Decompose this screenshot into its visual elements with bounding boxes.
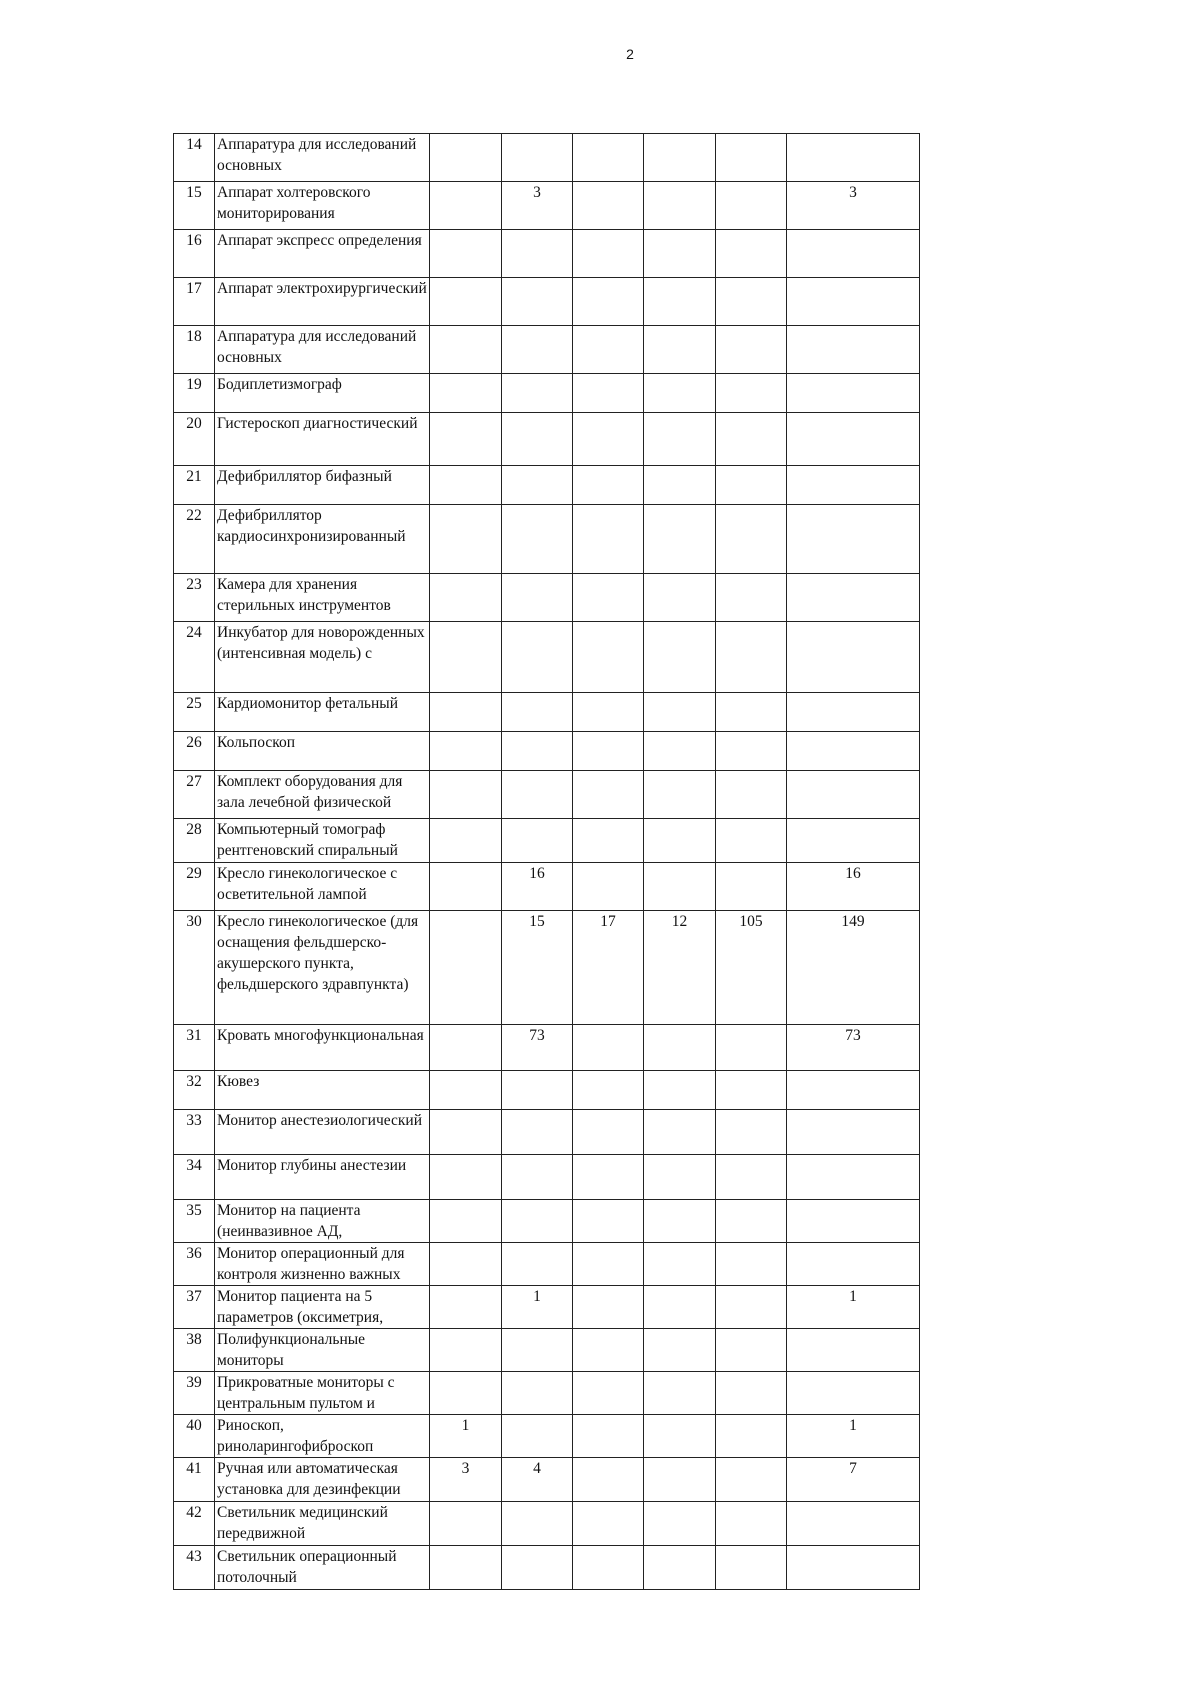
col-2-value — [502, 1155, 573, 1200]
total-value: 3 — [787, 182, 920, 230]
col-5-value — [716, 1546, 787, 1590]
equipment-name: Кресло гинекологическое (для оснащения фельдшерско-акушерского пункта, фельдшерского здравпункта) — [215, 911, 430, 1025]
total-value — [787, 230, 920, 278]
equipment-name: Камера для хранения стерильных инструментов — [215, 574, 430, 622]
total-value — [787, 1502, 920, 1546]
col-1-value — [430, 1200, 502, 1243]
col-2-value — [502, 1329, 573, 1372]
row-number: 22 — [174, 505, 215, 574]
col-3-value — [573, 1243, 644, 1286]
col-4-value — [644, 466, 716, 505]
col-5-value — [716, 413, 787, 466]
total-value — [787, 1372, 920, 1415]
equipment-name: Комплект оборудования для зала лечебной физической — [215, 771, 430, 819]
col-2-value — [502, 819, 573, 863]
col-4-value — [644, 1071, 716, 1110]
col-4-value — [644, 505, 716, 574]
col-3-value — [573, 1458, 644, 1502]
col-5-value — [716, 1329, 787, 1372]
col-5-value — [716, 1415, 787, 1458]
col-2-value: 4 — [502, 1458, 573, 1502]
equipment-name: Компьютерный томограф рентгеновский спиральный — [215, 819, 430, 863]
col-3-value — [573, 413, 644, 466]
equipment-name: Дефибриллятор кардиосинхронизированный — [215, 505, 430, 574]
col-1-value — [430, 622, 502, 693]
table-row — [174, 1546, 920, 1590]
col-1-value — [430, 1546, 502, 1590]
total-value — [787, 1155, 920, 1200]
equipment-name: Аппарат электрохирургический — [215, 278, 430, 326]
row-number: 25 — [174, 693, 215, 732]
total-value — [787, 1329, 920, 1372]
col-3-value — [573, 1200, 644, 1243]
table-row — [174, 1200, 920, 1243]
table-row — [174, 1286, 920, 1329]
col-3-value — [573, 574, 644, 622]
row-number: 37 — [174, 1286, 215, 1329]
col-3-value — [573, 1155, 644, 1200]
col-1-value — [430, 1110, 502, 1155]
total-value — [787, 732, 920, 771]
col-3-value — [573, 1546, 644, 1590]
col-3-value — [573, 1286, 644, 1329]
col-1-value — [430, 374, 502, 413]
row-number: 32 — [174, 1071, 215, 1110]
col-1-value — [430, 1286, 502, 1329]
col-5-value — [716, 1243, 787, 1286]
col-2-value — [502, 466, 573, 505]
col-1-value: 1 — [430, 1415, 502, 1458]
col-5-value: 105 — [716, 911, 787, 1025]
table-row — [174, 574, 920, 622]
col-5-value — [716, 1372, 787, 1415]
col-5-value — [716, 863, 787, 911]
total-value — [787, 413, 920, 466]
col-2-value: 1 — [502, 1286, 573, 1329]
col-1-value — [430, 1071, 502, 1110]
table-row — [174, 622, 920, 693]
col-4-value — [644, 134, 716, 182]
total-value: 7 — [787, 1458, 920, 1502]
col-3-value — [573, 1372, 644, 1415]
equipment-name: Прикроватные мониторы с центральным пультом и — [215, 1372, 430, 1415]
col-2-value — [502, 1502, 573, 1546]
table-row — [174, 1025, 920, 1071]
table-row — [174, 1458, 920, 1502]
col-2-value: 3 — [502, 182, 573, 230]
col-4-value — [644, 1502, 716, 1546]
total-value — [787, 1071, 920, 1110]
equipment-name: Аппарат холтеровского мониторирования — [215, 182, 430, 230]
col-5-value — [716, 1025, 787, 1071]
col-3-value — [573, 1415, 644, 1458]
total-value — [787, 134, 920, 182]
row-number: 20 — [174, 413, 215, 466]
table-row — [174, 1415, 920, 1458]
col-5-value — [716, 1200, 787, 1243]
col-5-value — [716, 1071, 787, 1110]
col-4-value — [644, 1155, 716, 1200]
col-2-value — [502, 693, 573, 732]
col-5-value — [716, 1155, 787, 1200]
col-1-value — [430, 819, 502, 863]
col-3-value — [573, 278, 644, 326]
table-row — [174, 732, 920, 771]
col-4-value — [644, 326, 716, 374]
col-2-value — [502, 574, 573, 622]
col-3-value — [573, 1110, 644, 1155]
row-number: 15 — [174, 182, 215, 230]
col-1-value — [430, 693, 502, 732]
total-value: 1 — [787, 1286, 920, 1329]
page-number: 2 — [626, 46, 634, 62]
col-4-value — [644, 771, 716, 819]
row-number: 38 — [174, 1329, 215, 1372]
table-row — [174, 819, 920, 863]
total-value: 16 — [787, 863, 920, 911]
col-2-value — [502, 1071, 573, 1110]
equipment-name: Светильник операционный потолочный — [215, 1546, 430, 1590]
col-1-value: 3 — [430, 1458, 502, 1502]
equipment-name: Монитор операционный для контроля жизненно важных — [215, 1243, 430, 1286]
col-5-value — [716, 574, 787, 622]
total-value — [787, 374, 920, 413]
total-value — [787, 622, 920, 693]
col-4-value — [644, 230, 716, 278]
col-2-value — [502, 326, 573, 374]
col-5-value — [716, 693, 787, 732]
equipment-name: Монитор пациента на 5 параметров (оксиметрия, — [215, 1286, 430, 1329]
col-4-value — [644, 278, 716, 326]
col-1-value — [430, 911, 502, 1025]
col-4-value — [644, 1200, 716, 1243]
col-2-value — [502, 278, 573, 326]
col-5-value — [716, 1286, 787, 1329]
col-3-value — [573, 771, 644, 819]
table-row — [174, 182, 920, 230]
row-number: 43 — [174, 1546, 215, 1590]
col-4-value — [644, 732, 716, 771]
equipment-name: Инкубатор для новорожденных (интенсивная модель) с — [215, 622, 430, 693]
total-value — [787, 819, 920, 863]
row-number: 28 — [174, 819, 215, 863]
col-4-value — [644, 1025, 716, 1071]
equipment-name: Полифункциональные мониторы — [215, 1329, 430, 1372]
total-value — [787, 466, 920, 505]
table-row — [174, 278, 920, 326]
table-row — [174, 771, 920, 819]
col-4-value — [644, 1458, 716, 1502]
col-5-value — [716, 1502, 787, 1546]
equipment-name: Ручная или автоматическая установка для дезинфекции — [215, 1458, 430, 1502]
col-2-value — [502, 134, 573, 182]
col-5-value — [716, 1458, 787, 1502]
col-1-value — [430, 182, 502, 230]
total-value — [787, 278, 920, 326]
total-value — [787, 574, 920, 622]
equipment-name: Аппарат экспресс определения — [215, 230, 430, 278]
col-1-value — [430, 134, 502, 182]
col-5-value — [716, 771, 787, 819]
col-1-value — [430, 230, 502, 278]
col-4-value — [644, 574, 716, 622]
table-row — [174, 466, 920, 505]
col-5-value — [716, 374, 787, 413]
total-value — [787, 1546, 920, 1590]
table-row — [174, 1372, 920, 1415]
table-row — [174, 230, 920, 278]
total-value — [787, 771, 920, 819]
col-3-value — [573, 230, 644, 278]
col-3-value — [573, 1329, 644, 1372]
col-5-value — [716, 278, 787, 326]
equipment-name: Светильник медицинский передвижной — [215, 1502, 430, 1546]
equipment-name: Гистероскоп диагностический — [215, 413, 430, 466]
row-number: 18 — [174, 326, 215, 374]
equipment-name: Аппаратура для исследований основных — [215, 326, 430, 374]
equipment-name: Кювез — [215, 1071, 430, 1110]
col-4-value — [644, 1329, 716, 1372]
col-3-value — [573, 693, 644, 732]
col-3-value — [573, 466, 644, 505]
col-4-value — [644, 1243, 716, 1286]
col-3-value — [573, 374, 644, 413]
col-3-value — [573, 134, 644, 182]
table-row — [174, 693, 920, 732]
col-3-value — [573, 732, 644, 771]
equipment-name: Кольпоскоп — [215, 732, 430, 771]
col-2-value — [502, 1110, 573, 1155]
col-1-value — [430, 466, 502, 505]
col-4-value — [644, 182, 716, 230]
col-2-value — [502, 505, 573, 574]
total-value — [787, 505, 920, 574]
table-row — [174, 1071, 920, 1110]
total-value: 73 — [787, 1025, 920, 1071]
col-1-value — [430, 732, 502, 771]
row-number: 16 — [174, 230, 215, 278]
col-3-value — [573, 863, 644, 911]
row-number: 40 — [174, 1415, 215, 1458]
col-2-value — [502, 1372, 573, 1415]
col-4-value — [644, 819, 716, 863]
row-number: 41 — [174, 1458, 215, 1502]
table-row — [174, 134, 920, 182]
col-2-value — [502, 374, 573, 413]
row-number: 24 — [174, 622, 215, 693]
col-1-value — [430, 413, 502, 466]
col-4-value: 12 — [644, 911, 716, 1025]
col-2-value — [502, 771, 573, 819]
col-2-value — [502, 1415, 573, 1458]
col-4-value — [644, 1110, 716, 1155]
col-4-value — [644, 1286, 716, 1329]
col-3-value — [573, 622, 644, 693]
col-3-value — [573, 819, 644, 863]
col-2-value — [502, 230, 573, 278]
col-2-value — [502, 1546, 573, 1590]
col-2-value — [502, 1200, 573, 1243]
equipment-name: Бодиплетизмограф — [215, 374, 430, 413]
table-row — [174, 505, 920, 574]
col-5-value — [716, 182, 787, 230]
col-5-value — [716, 622, 787, 693]
col-5-value — [716, 732, 787, 771]
row-number: 31 — [174, 1025, 215, 1071]
row-number: 27 — [174, 771, 215, 819]
row-number: 42 — [174, 1502, 215, 1546]
col-3-value — [573, 1502, 644, 1546]
table-row — [174, 326, 920, 374]
total-value — [787, 1243, 920, 1286]
equipment-name: Монитор глубины анестезии — [215, 1155, 430, 1200]
col-5-value — [716, 134, 787, 182]
col-1-value — [430, 771, 502, 819]
table-row — [174, 1110, 920, 1155]
col-1-value — [430, 1025, 502, 1071]
col-1-value — [430, 1372, 502, 1415]
col-4-value — [644, 374, 716, 413]
row-number: 34 — [174, 1155, 215, 1200]
col-4-value — [644, 1546, 716, 1590]
col-5-value — [716, 1110, 787, 1155]
col-5-value — [716, 505, 787, 574]
equipment-name: Монитор на пациента (неинвазивное АД, — [215, 1200, 430, 1243]
row-number: 33 — [174, 1110, 215, 1155]
equipment-name: Монитор анестезиологический — [215, 1110, 430, 1155]
col-1-value — [430, 505, 502, 574]
col-3-value — [573, 1071, 644, 1110]
col-3-value — [573, 1025, 644, 1071]
col-4-value — [644, 693, 716, 732]
col-4-value — [644, 622, 716, 693]
col-3-value — [573, 326, 644, 374]
row-number: 35 — [174, 1200, 215, 1243]
col-2-value: 15 — [502, 911, 573, 1025]
col-2-value — [502, 1243, 573, 1286]
row-number: 29 — [174, 863, 215, 911]
col-4-value — [644, 1415, 716, 1458]
col-5-value — [716, 466, 787, 505]
col-2-value: 16 — [502, 863, 573, 911]
table-row — [174, 1155, 920, 1200]
col-1-value — [430, 1155, 502, 1200]
col-3-value — [573, 505, 644, 574]
col-2-value — [502, 622, 573, 693]
col-3-value: 17 — [573, 911, 644, 1025]
equipment-table — [173, 133, 920, 1590]
table-row — [174, 863, 920, 911]
equipment-name: Кровать многофункциональная — [215, 1025, 430, 1071]
table-row — [174, 413, 920, 466]
col-2-value: 73 — [502, 1025, 573, 1071]
col-1-value — [430, 863, 502, 911]
col-2-value — [502, 413, 573, 466]
row-number: 36 — [174, 1243, 215, 1286]
total-value — [787, 1110, 920, 1155]
equipment-name: Дефибриллятор бифазный — [215, 466, 430, 505]
col-1-value — [430, 574, 502, 622]
total-value — [787, 326, 920, 374]
equipment-name: Аппаратура для исследований основных — [215, 134, 430, 182]
col-5-value — [716, 819, 787, 863]
col-4-value — [644, 1372, 716, 1415]
table-row — [174, 911, 920, 1025]
row-number: 23 — [174, 574, 215, 622]
col-1-value — [430, 1243, 502, 1286]
total-value — [787, 693, 920, 732]
col-4-value — [644, 413, 716, 466]
col-5-value — [716, 326, 787, 374]
table-row — [174, 1243, 920, 1286]
table-row — [174, 1502, 920, 1546]
col-4-value — [644, 863, 716, 911]
row-number: 30 — [174, 911, 215, 1025]
equipment-name: Кресло гинекологическое с осветительной лампой — [215, 863, 430, 911]
col-1-value — [430, 1502, 502, 1546]
row-number: 21 — [174, 466, 215, 505]
total-value — [787, 1200, 920, 1243]
total-value: 1 — [787, 1415, 920, 1458]
row-number: 39 — [174, 1372, 215, 1415]
row-number: 17 — [174, 278, 215, 326]
row-number: 14 — [174, 134, 215, 182]
total-value: 149 — [787, 911, 920, 1025]
table-row — [174, 1329, 920, 1372]
equipment-name: Риноскоп, риноларингофиброскоп — [215, 1415, 430, 1458]
equipment-name: Кардиомонитор фетальный — [215, 693, 430, 732]
col-3-value — [573, 182, 644, 230]
col-5-value — [716, 230, 787, 278]
table-row — [174, 374, 920, 413]
row-number: 19 — [174, 374, 215, 413]
col-1-value — [430, 326, 502, 374]
row-number: 26 — [174, 732, 215, 771]
col-1-value — [430, 278, 502, 326]
col-1-value — [430, 1329, 502, 1372]
col-2-value — [502, 732, 573, 771]
